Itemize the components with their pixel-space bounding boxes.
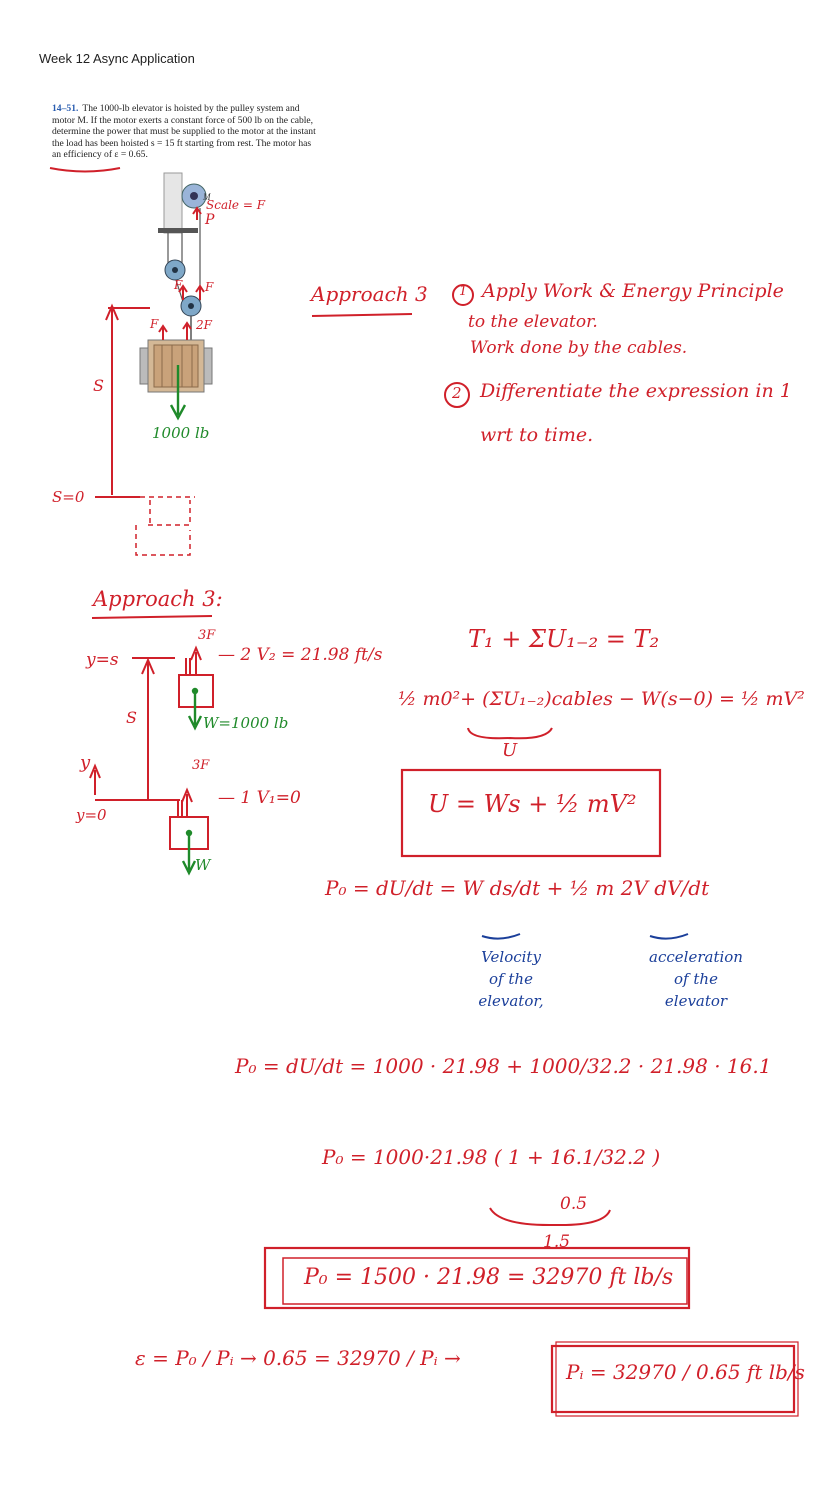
note-acceleration: acceleration of the elevator [649,948,743,1010]
w-bottom-label: W [195,856,211,874]
equation-u: U = Ws + ½ mV² [428,790,637,818]
note-velocity: Velocity of the elevator, [478,948,544,1010]
step1-line1: Apply Work & Energy Principle [482,280,784,302]
p-label: P [205,212,215,228]
w-top-label: W=1000 lb [203,714,289,732]
force-label-f1: F [174,278,183,292]
equation-p0-result: P₀ = 1500 · 21.98 = 32970 ft lb/s [304,1265,674,1290]
motor-label: M [203,192,211,202]
force-label-f2: F [205,280,214,294]
step2-line1: Differentiate the expression in 1 [480,380,792,402]
y-zero-label: y=0 [76,806,107,824]
page-title: Week 12 Async Application [39,51,195,66]
s-dimension-label: S [93,376,104,395]
fbd-heading: Approach 3: [93,587,223,611]
weight-label: 1000 lb [152,424,210,442]
bottom-state-label: — 1 V₁=0 [218,788,301,808]
scale-label: Scale = F [206,198,266,212]
underline-starting [50,168,120,172]
s-zero-label: S=0 [52,488,85,506]
equation-factored: P₀ = 1000·21.98 ( 1 + 16.1/32.2 ) [322,1145,661,1169]
equation-pi-result: Pᵢ = 32970 / 0.65 ft lb/s [566,1360,805,1384]
wall-figure [164,173,182,233]
step1-number: 1 [459,284,468,299]
y-axis-label: y [80,752,91,773]
step1-line3: Work done by the cables. [470,338,688,358]
step1-line2: to the elevator. [468,312,598,332]
problem-number: 14–51. [52,103,79,114]
top-3f-label: 3F [198,628,216,643]
equation-u-brace-label: U [502,740,518,761]
equation-energy: T₁ + ΣU₁₋₂ = T₂ [468,625,660,653]
step2-line2: wrt to time. [480,424,594,446]
equation-efficiency: ε = P₀ / Pᵢ → 0.65 = 32970 / Pᵢ → [135,1346,461,1370]
force-label-f3: F [150,317,159,331]
equation-one-point-five: 1.5 [543,1232,571,1252]
approach-heading: Approach 3 [311,282,428,306]
equation-power-derivative: P₀ = dU/dt = W ds/dt + ½ m 2V dV/dt [325,876,710,900]
ceiling-beam [158,228,198,233]
y-equals-s: y=s [86,650,119,670]
s-fbd-label: S [126,708,137,727]
bottom-3f-label: 3F [192,758,210,773]
step2-number: 2 [452,384,462,402]
top-state-label: — 2 V₂ = 21.98 ft/s [218,645,383,665]
equation-half: 0.5 [560,1194,588,1214]
equation-work-expanded: ½ m0²+ (ΣU₁₋₂)cables − W(s−0) = ½ mV² [398,688,805,710]
problem-text: The 1000-lb elevator is hoisted by the pulley system and motor M. If the motor exerts a constant force of 500 lb on the cable, determine the power that must be supplied to the motor at the instant the load has been hoisted s = 15 ft starting from rest. The motor has an efficiency of ε = 0.65. [52,103,316,161]
force-label-2f: 2F [196,318,212,332]
equation-power-numeric: P₀ = dU/dt = 1000 · 21.98 + 1000/32.2 · 21.98 · 16.1 [235,1054,772,1078]
